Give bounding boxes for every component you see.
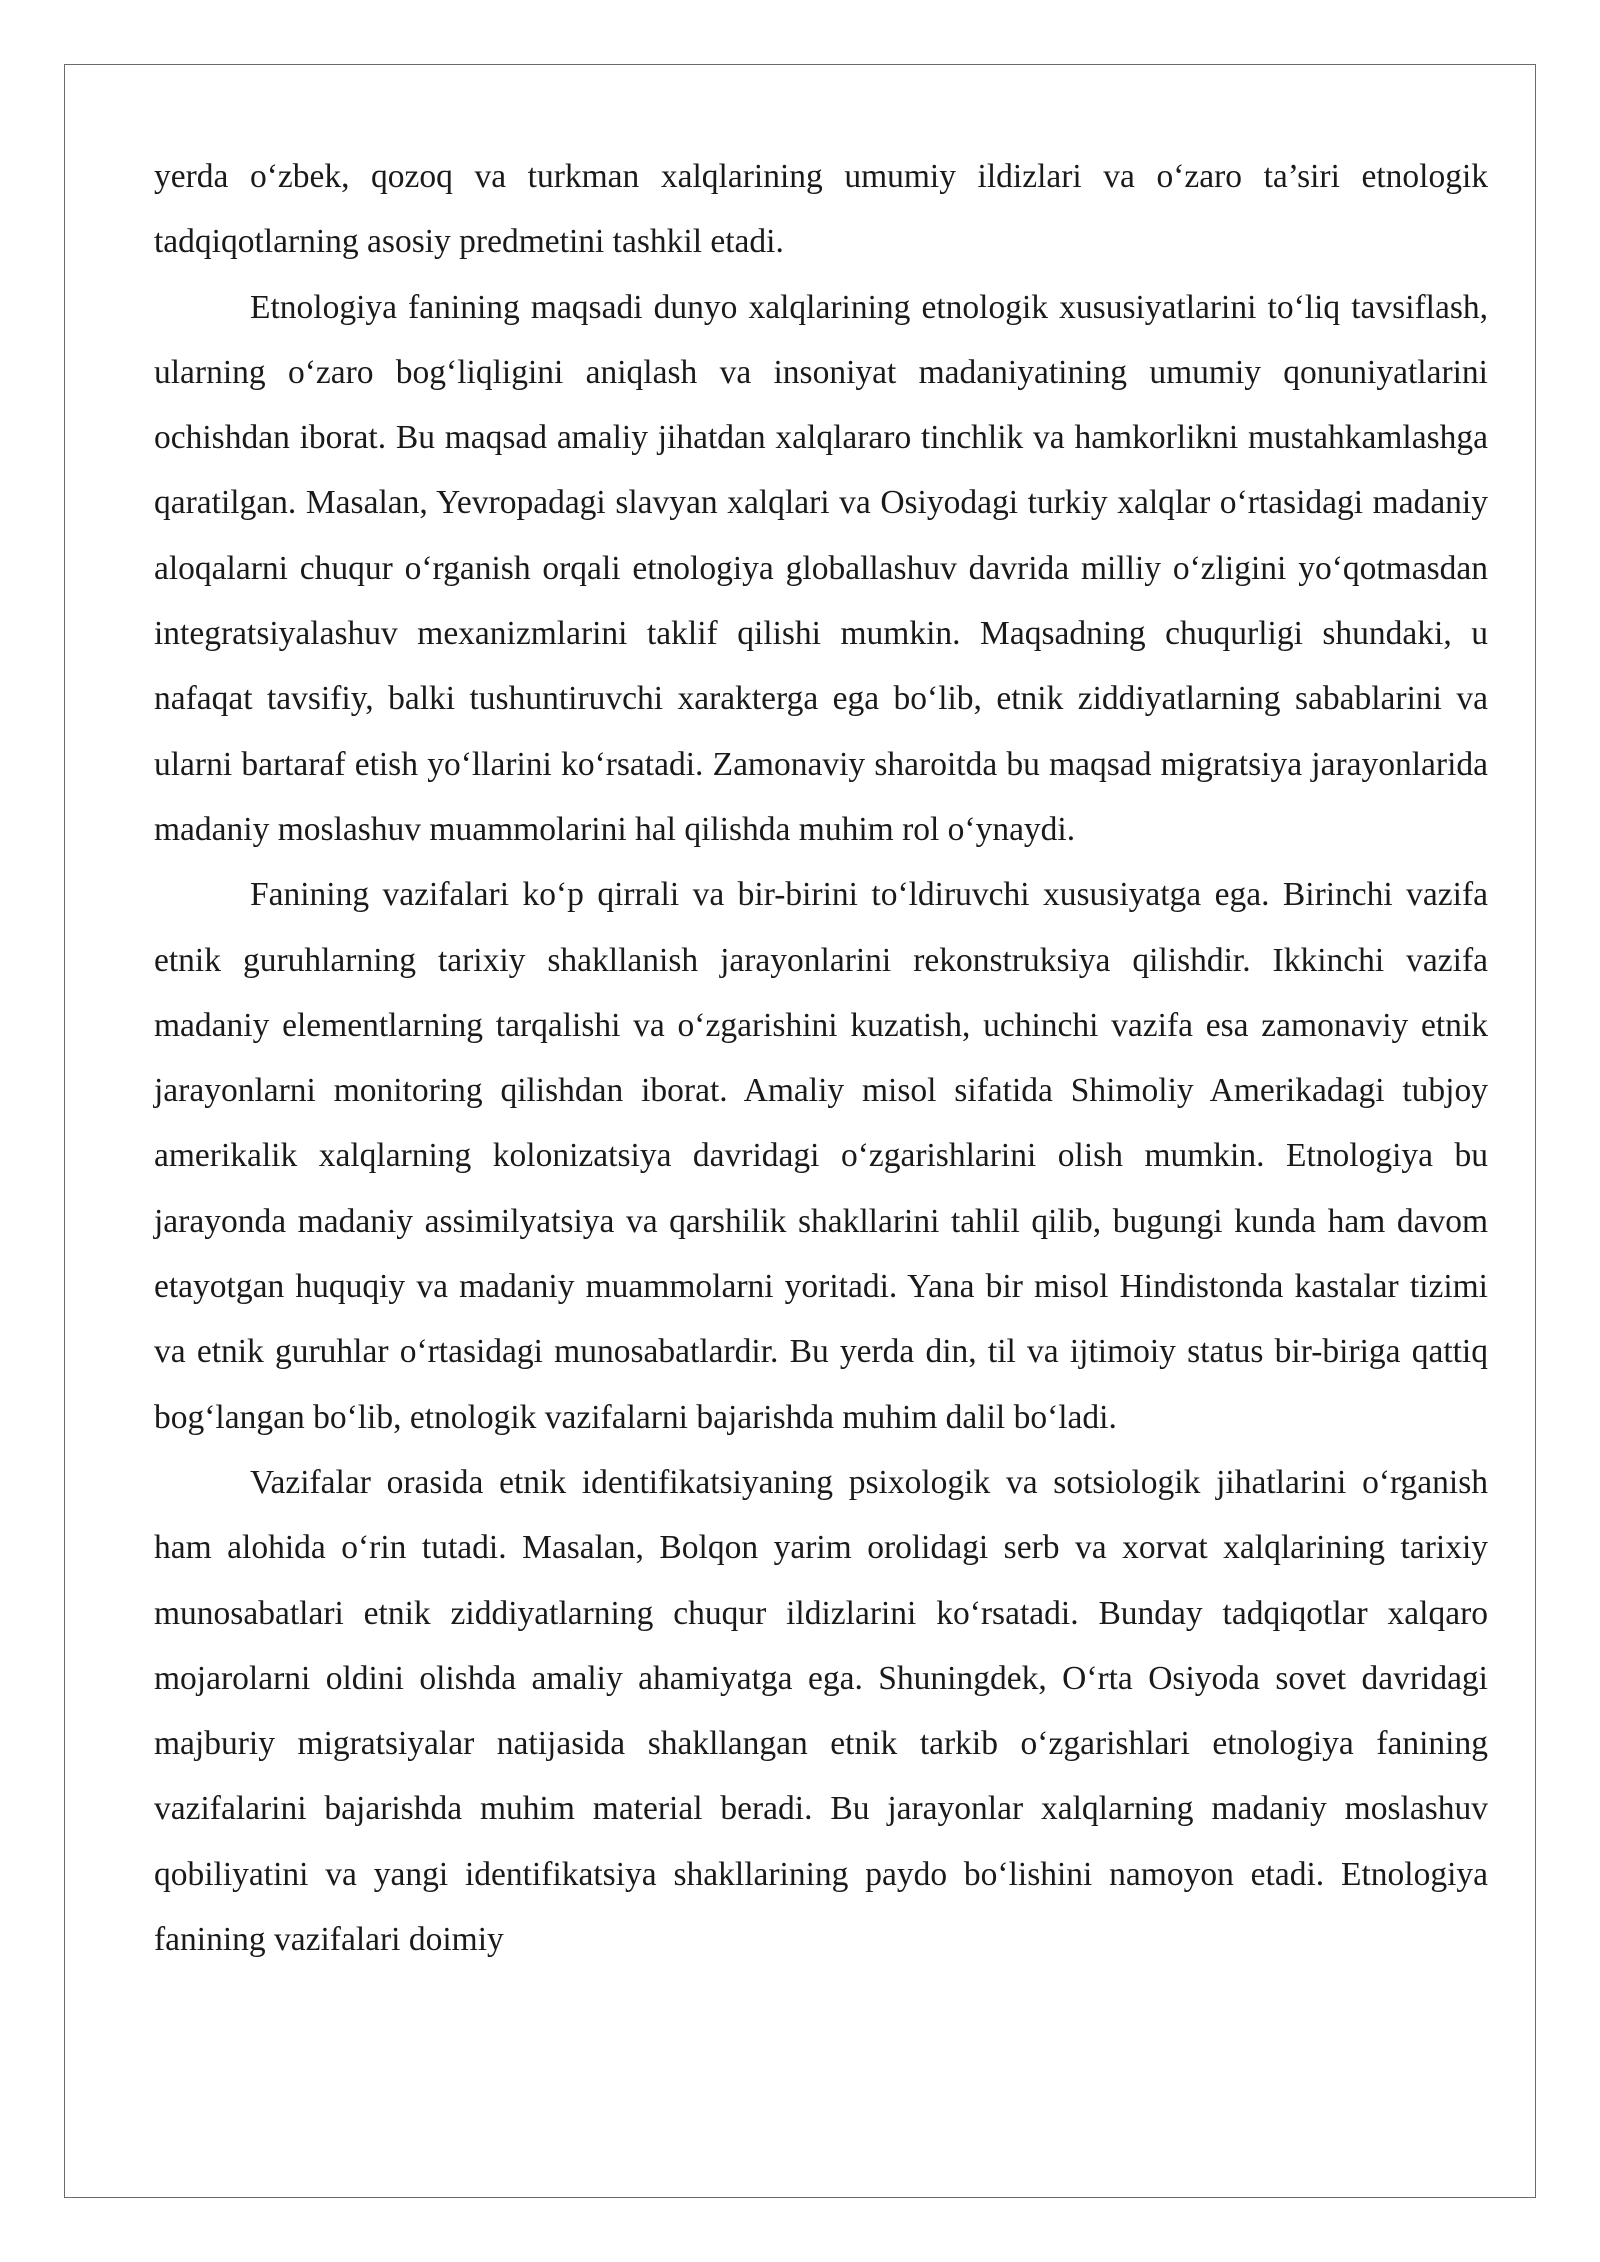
paragraph-continuation: yerda o‘zbek, qozoq va turkman xalqlarining umumiy ildizlari va o‘zaro ta’siri etnologik tadqiqotlarning asosiy predmetini tashkil etadi. xyxy=(154,158,1488,261)
paragraph-identifikatsiya: Vazifalar orasida etnik identifikatsiyaning psixologik va sotsiologik jihatlarini o‘rganish ham alohida o‘rin tutadi. Masalan, Bolqon yarim orolidagi serb va xorvat xalqlarining tarixiy munosabatlari etnik ziddiyatlarning chuqur ildizlarini ko‘rsatadi. Bunday tadqiqotlar xalqaro mojarolarni oldini olishda amaliy ahamiyatga ega. Shuningdek, O‘rta Osiyoda sovet davridagi majburiy migratsiyalar natijasida shakllangan etnik tarkib o‘zgarishlari etnologiya fanining vazifalarini bajarishda muhim material beradi. Bu jarayonlar xalqlarning madaniy moslashuv qobiliyatini va yangi identifikatsiya shakllarining paydo bo‘lishini namoyon etadi. Etnologiya fanining vazifalari doimiy xyxy=(154,1463,1488,1959)
paragraph-vazifalar: Fanining vazifalari ko‘p qirrali va bir-birini to‘ldiruvchi xususiyatga ega. Birinchi vazifa etnik guruhlarning tarixiy shakllanish jarayonlarini rekonstruksiya qilishdir. Ikkinchi vazifa madaniy elementlarning tarqalishi va o‘zgarishini kuzatish, uchinchi vazifa esa zamonaviy etnik jarayonlarni monitoring qilishdan iborat. Amaliy misol sifatida Shimoliy Amerikadagi tubjoy amerikalik xalqlarning kolonizatsiya davridagi o‘zgarishlarini olish mumkin. Etnologiya bu jarayonda madaniy assimilyatsiya va qarshilik shakllarini tahlil qilib, bugungi kunda ham davom etayotgan huquqiy va madaniy muammolarni yoritadi. Yana bir misol Hindistonda kastalar tizimi va etnik guruhlar o‘rtasidagi munosabatlardir. Bu yerda din, til va ijtimoiy status bir-biriga qattiq bog‘langan bo‘lib, etnologik vazifalarni bajarishda muhim dalil bo‘ladi. xyxy=(154,876,1488,1436)
document-body xyxy=(154,144,1488,1972)
paragraph-maqsad: Etnologiya fanining maqsadi dunyo xalqlarining etnologik xususiyatlarini to‘liq tavsiflash, ularning o‘zaro bog‘liqligini aniqlash va insoniyat madaniyatining umumiy qonuniyatlarini ochishdan iborat. Bu maqsad amaliy jihatdan xalqlararo tinchlik va hamkorlikni mustahkamlashga qaratilgan. Masalan, Yevropadagi slavyan xalqlari va Osiyodagi turkiy xalqlar o‘rtasidagi madaniy aloqalarni chuqur o‘rganish orqali etnologiya globallashuv davrida milliy o‘zligini yo‘qotmasdan integratsiyalashuv mexanizmlarini taklif qilishi mumkin. Maqsadning chuqurligi shundaki, u nafaqat tavsifiy, balki tushuntiruvchi xarakterga ega bo‘lib, etnik ziddiyatlarning sabablarini va ularni bartaraf etish yo‘llarini ko‘rsatadi. Zamonaviy sharoitda bu maqsad migratsiya jarayonlarida madaniy moslashuv muammolarini hal qilishda muhim rol o‘ynaydi. xyxy=(154,288,1488,848)
